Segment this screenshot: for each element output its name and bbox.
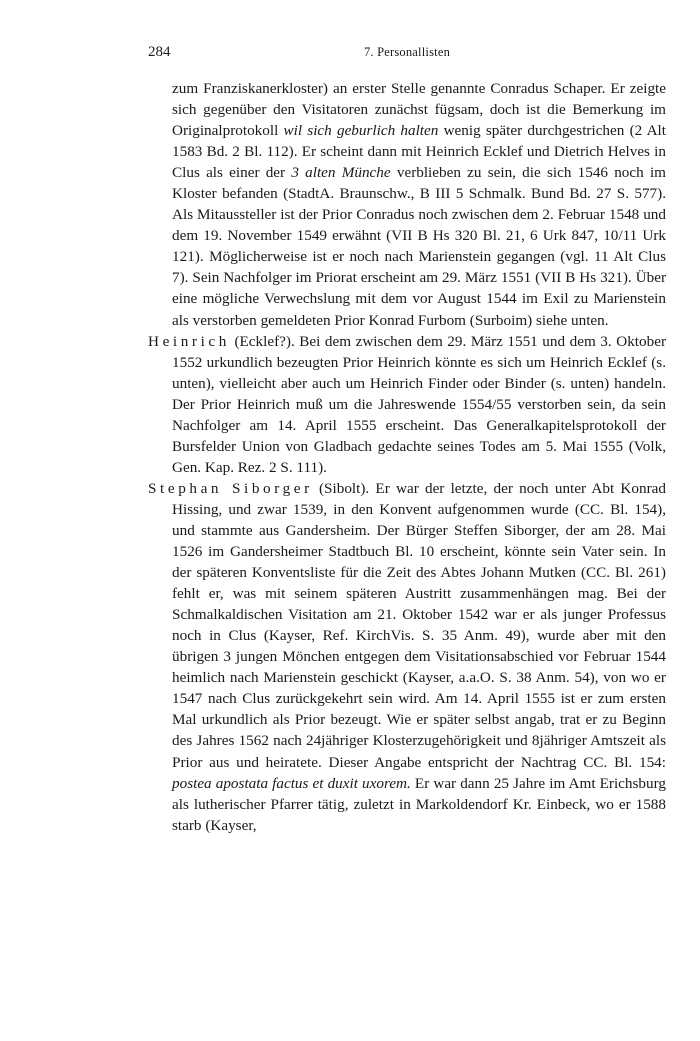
entry-heinrich-name: Heinrich	[148, 332, 230, 350]
entry-heinrich-text: (Ecklef?). Bei dem zwischen dem 29. März 1551 und dem 3. Oktober 1552 urkundlich bezeugten Prior Heinrich könnte es sich um Heinrich Ecklef (s. unten), vielleicht aber auch um Heinrich Finder oder Binder (s. unten) handeln. Der Prior Heinrich muß um die Jahreswende 1554/55 verstorben sein, da sein Nachfolger am 14. April 1555 erscheint. Das Generalkapitelsprotokoll der Bursfelder Union von Gladbach gedachte seines Todes am 5. Mai 1555 (Volk, Gen. Kap. Rez. 2 S. 111).	[172, 332, 666, 476]
continuation-text-3: verblieben zu sein, die sich 1546 noch im Kloster befanden (StadtA. Braunschw., B III 5 Schmalk. Bund Bd. 27 S. 577). Als Mitaussteller ist der Prior Conradus noch zwischen dem 2. Februar 1548 und dem 19. November 1549 erwähnt (VII B Hs 320 Bl. 21, 6 Urk 847, 10/11 Urk 121). Möglicherweise ist er noch nach Marienstein gegangen (vgl. 11 Alt Clus 7). Sein Nachfolger im Priorat erscheint am 29. März 1551 (VII B Hs 321). Über eine mögliche Verwechslung mit dem vor August 1544 im Exil zu Marienstein als verstorben gemeldeten Prior Konrad Furbom (Surboim) siehe unten.	[172, 164, 666, 329]
page-number: 284	[148, 44, 171, 60]
continuation-text-2: wenig später durchgestrichen (2 Alt 1583 Bd. 2 Bl. 112). Er scheint dann mit Heinrich Ecklef und Dietrich Helves in Clus als einer der	[172, 122, 666, 182]
continuation-text-1: zum Franziskanerkloster) an erster Stelle genannte Conradus Schaper. Er zeigte sich gegenüber den Visitatoren zunächst fügsam, doch ist die Bemerkung im Originalprotokoll	[172, 80, 666, 140]
entry-stephan-italic: postea apostata factus et duxit uxorem.	[172, 774, 411, 792]
continuation-italic-1: wil sich geburlich halten	[283, 122, 439, 140]
page-header	[148, 44, 666, 64]
running-title: 7. Personallisten	[363, 45, 451, 59]
entry-stephan-name: Stephan Siborger	[148, 479, 313, 497]
continuation-paragraph	[148, 78, 666, 331]
entry-heinrich	[148, 331, 666, 478]
entry-stephan-text-1: (Sibolt). Er war der letzte, der noch unter Abt Konrad Hissing, und zwar 1539, in den Konvent aufgenommen wurde (CC. Bl. 154), und stammte aus Gandersheim. Der Bürger Steffen Siborger, der am 28. Mai 1526 im Gandersheimer Stadtbuch Bl. 10 erscheint, könnte sein Vater sein. In der späteren Konventsliste für die Zeit des Abtes Johann Mutken (CC. Bl. 261) fehlt er, was mit seinem späteren Austritt zusammenhängen mag. Bei der Schmalkaldischen Visitation am 21. Oktober 1542 war er als junger Professus noch in Clus (Kayser, Ref. KirchVis. S. 35 Anm. 49), wurde aber mit den übrigen 3 jungen Mönchen entgegen dem Visitationsabschied vor Februar 1544 heimlich nach Marienstein geschickt (Kayser, a.a.O. S. 38 Anm. 54), von wo er 1547 nach Clus zurückgekehrt sein wird. Am 14. April 1555 ist er zum ersten Mal urkundlich als Prior bezeugt. Wie er später selbst angab, trat er zu Beginn des Jahres 1562 nach 24jähriger Klosterzugehörigkeit und 8jähriger Amtszeit als Prior aus und heiratete. Dieser Angabe entspricht der Nachtrag CC. Bl. 154:	[172, 479, 666, 771]
entry-stephan-text-2: Er war dann 25 Jahre im Amt Erichsburg als lutherischer Pfarrer tätig, zuletzt in Markoldendorf Kr. Einbeck, wo er 1588 starb (Kayser,	[172, 774, 666, 834]
continuation-italic-2: 3 alten Münche	[291, 164, 391, 182]
page-body	[148, 78, 666, 836]
entry-stephan-siborger	[148, 478, 666, 836]
